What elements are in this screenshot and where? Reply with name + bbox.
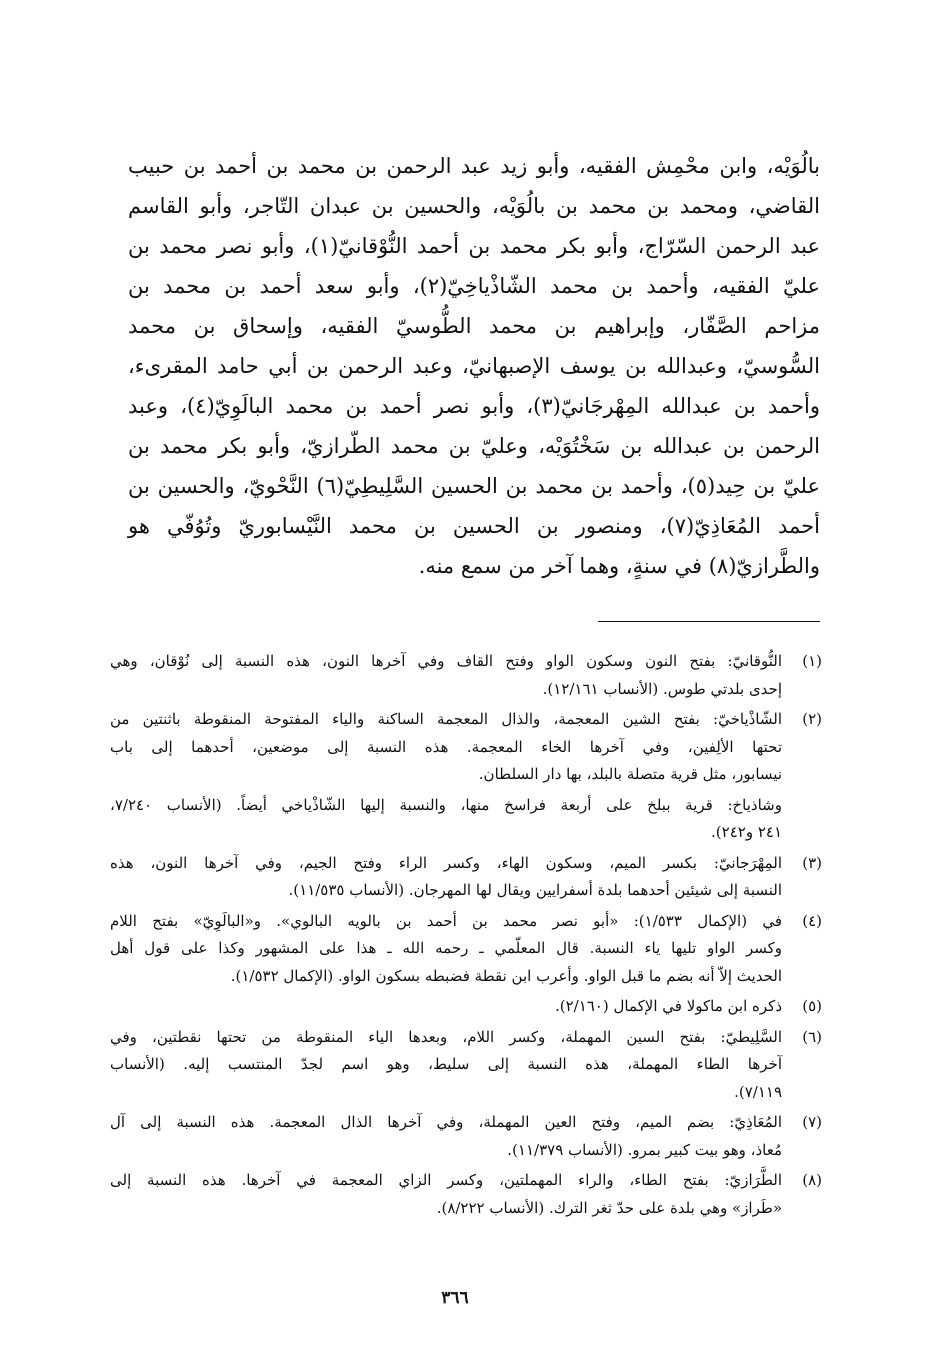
footnote-number: (٥) <box>802 997 822 1015</box>
text-line: عليّ الفقيه، وأحمد بن محمد الشّاذْياخِيّ(٢)، وأبو سعد أحمد بن محمد بن <box>128 274 820 298</box>
footnote-line: الطَّرَازيّ: بفتح الطاء، والراء المهملتين، وكسر الزاي المعجمة في آخرها. هذه النسبة إلى <box>110 1171 782 1189</box>
footnote-line: ذكره ابن ماكولا في الإكمال (٢/١٦٠). <box>554 997 782 1015</box>
footnote-number: (٧) <box>802 1113 822 1131</box>
footnote-line: تحتها الألِفين، وفي آخرها الخاء المعجمة. هذه النسبة إلى موضعين، أحدهما إلى باب <box>110 737 782 756</box>
text-line: وأحمد بن عبدالله المِهْرجَانيّ(٣)، وأبو نصر أحمد بن محمد البالَوِيّ(٤)، وعبد <box>128 394 820 418</box>
footnote-line: السَّلِيطيّ: بفتح السين المهملة، وكسر اللام، وبعدها الياء المنقوطة من تحتها نقطتين، وفي <box>110 1027 782 1046</box>
text-line: والطَّرازيّ(٨) في سنةٍ، وهما آخر من سمع منه. <box>418 554 820 578</box>
footnote <box>110 908 822 991</box>
footnote-line: وكسر الواو تليها ياء النسبة. قال المعلّمي ـ رحمه الله ـ هذا على المشهور وكذا على قول أهل <box>110 939 782 957</box>
footnote-number: (٣) <box>802 853 822 872</box>
footnote-line: الحديث إلاّ أنه بضم ما قبل الواو. وأعرب ابن نقطة فضبطه بسكون الواو. (الإكمال ١/٥٣٢). <box>230 966 782 985</box>
footnote-line: وشاذياخ: قرية ببلخ على أربعة فراسخ منها، والنسبة إليها الشّاذْياخي أيضاً. (الأنساب ٧/٢٤٠، <box>110 795 782 814</box>
footnote-line: آخرها الطاء المهملة، هذه النسبة إلى سليط، وهو اسم لجدّ المنتسب إليه. (الأنساب <box>110 1055 782 1073</box>
footnote-number: (٢) <box>802 710 822 728</box>
footnote-line: مُعاذ، وهو بيت كبير بمرو. (الأنساب ١١/٣٧٩). <box>507 1140 782 1159</box>
footnote-number: (١) <box>802 652 822 670</box>
footnote-line: ٧/١١٩). <box>734 1082 782 1101</box>
footnote-line: الشّاذْياخيّ: بفتح الشين المعجمة، والذال المعجمة الساكنة والياء المفتوحة المنقوطة باثنتين من <box>110 710 782 728</box>
text-line: بالُوَيْه، وابن محْمِش الفقيه، وأبو زيد عبد الرحمن بن محمد بن أحمد بن حبيب <box>128 154 820 178</box>
footnote-line: «طَراز» وهي بلدة على حدّ ثغر الترك. (الأنساب ٨/٢٢٢). <box>436 1198 782 1217</box>
text-line: أحمد المُعَاذِيّ(٧)، ومنصور بن الحسين بن محمد النَّيْسابوريّ وتُوُفّي هو <box>128 514 820 538</box>
footnote <box>110 850 822 905</box>
footnote-line: إحدى بلدتي طوس. (الأنساب ١٢/١٦١). <box>542 679 782 698</box>
text-line: عليّ بن حِيد(٥)، وأحمد بن محمد بن الحسين السَّلِيطِيّ(٦) النَّحْويّ، والحسين بن <box>128 474 821 498</box>
footnote-number: (٤) <box>802 911 822 930</box>
footnote-line: المِهْرَجانيّ: بكسر الميم، وسكون الهاء، وكسر الراء وفتح الجيم، وفي آخرها النون، هذه <box>110 853 782 872</box>
footnote <box>110 792 822 847</box>
footnote <box>110 648 822 703</box>
text-line: عبد الرحمن السّرّاج، وأبو بكر محمد بن أحمد النُّوْقانيّ(١)، وأبو نصر محمد بن <box>128 234 820 258</box>
footnotes <box>110 645 822 1222</box>
main-text <box>128 146 820 586</box>
text-line: القاضي، ومحمد بن محمد بن بالُوَيْه، والحسين بن عبدان التّاجر، وأبو القاسم <box>128 194 820 218</box>
footnote-number: (٨) <box>802 1171 822 1189</box>
footnote-line: النسبة إلى شيئين أحدهما بلدة أسفرايين ويقال لها المهرجان. (الأنساب ١١/٥٣٥). <box>288 881 782 899</box>
footnote <box>110 1024 822 1107</box>
footnote-line: النُّوقانيّ: بفتح النون وسكون الواو وفتح القاف وفي آخرها النون، هذه النسبة إلى نُوْقان، وهي <box>110 652 782 670</box>
footnote-line: المُعَاذِيّ: بضم الميم، وفتح العين المهملة، وفي آخرها الذال المعجمة. هذه النسبة إلى آل <box>110 1113 782 1131</box>
footnote-line: في (الإكمال ١/٥٣٣): «أبو نصر محمد بن أحمد بن بالويه البالوي». و«البالَوِيّ» بفتح اللام <box>110 911 782 930</box>
footnote-line: ٢٤١ و٢٤٢). <box>711 823 782 841</box>
text-line: السُّوسيّ، وعبدالله بن يوسف الإصبهانيّ، وعبد الرحمن بن أبي حامد المقرىء، <box>128 354 820 378</box>
text-line: الرحمن بن عبدالله بن سَخْتُوَيْه، وعليّ بن محمد الطّرازيّ، وأبو بكر محمد بن <box>128 434 820 458</box>
footnote <box>110 706 822 789</box>
footnote <box>110 993 822 1021</box>
footnote-line: نيسابور، مثل قرية متصلة بالبلد، بها دار السلطان. <box>478 765 782 783</box>
footnote-divider <box>598 621 820 622</box>
footnote <box>110 1167 822 1222</box>
footnote <box>110 1109 822 1164</box>
text-line: مزاحم الصَّفّار، وإبراهيم بن محمد الطُّوسيّ الفقيه، وإسحاق بن محمد <box>128 314 820 338</box>
footnote-number: (٦) <box>802 1027 822 1046</box>
page-number: ٣٦٦ <box>441 1288 469 1308</box>
